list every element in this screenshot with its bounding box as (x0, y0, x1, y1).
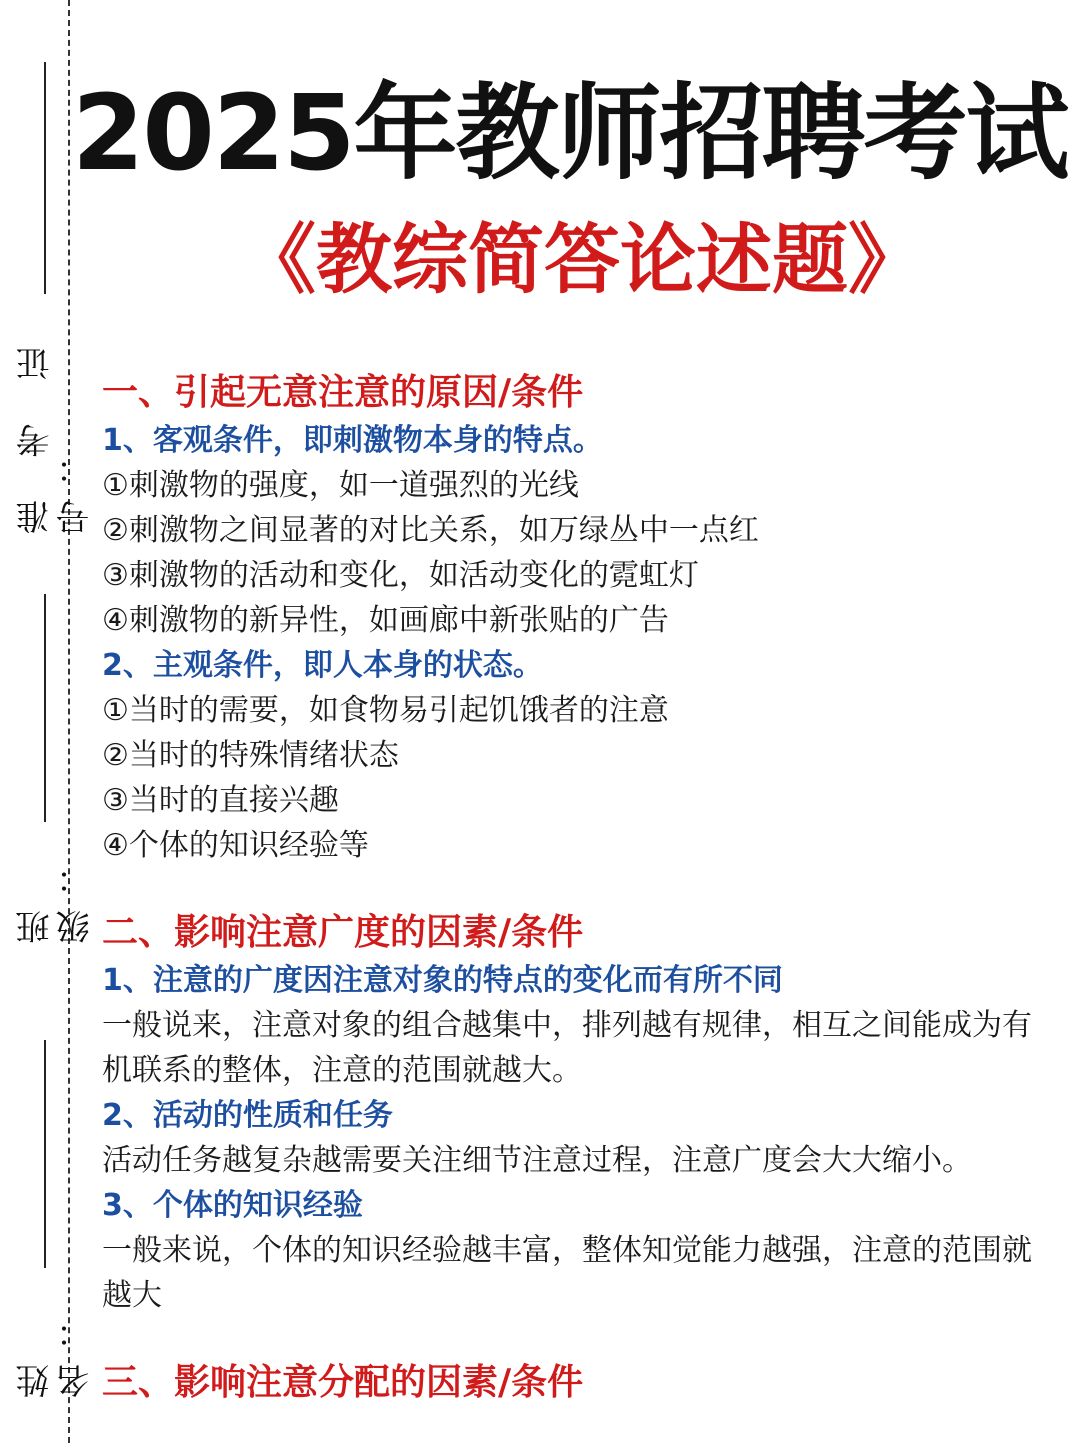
list-item: ①刺激物的强度，如一道强烈的光线 (102, 468, 579, 503)
binding-margin (0, 0, 96, 1443)
subheading: 1、客观条件，即刺激物本身的特点。 (102, 423, 603, 458)
subheading: 2、活动的性质和任务 (102, 1098, 393, 1133)
list-item: ②当时的特殊情绪状态 (102, 738, 399, 773)
list-item: ③刺激物的活动和变化，如活动变化的霓虹灯 (102, 558, 699, 593)
name-label: 姓 名： (16, 1298, 96, 1398)
list-item: ④刺激物的新异性，如画廊中新张贴的广告 (102, 603, 669, 638)
content (102, 368, 1062, 1408)
section-heading: 一、引起无意注意的原因/条件 (102, 372, 584, 413)
section-gap (102, 868, 1062, 908)
cut-line (68, 0, 70, 1443)
paragraph: 活动任务越复杂越需要关注细节注意过程，注意广度会大大缩小。 (102, 1143, 972, 1178)
exam-id-label: 准 考 证 号： (16, 330, 96, 534)
paragraph: 一般来说，个体的知识经验越丰富，整体知觉能力越强，注意的范围就越大 (102, 1233, 1032, 1313)
class-label: 班 级： (16, 844, 96, 944)
page-title: 2025年教师招聘考试 (72, 72, 1068, 194)
subheading: 3、个体的知识经验 (102, 1188, 363, 1223)
list-item: ①当时的需要，如食物易引起饥饿者的注意 (102, 693, 669, 728)
list-item: ④个体的知识经验等 (102, 828, 369, 863)
subheading: 2、主观条件，即人本身的状态。 (102, 648, 543, 683)
class-line (44, 594, 46, 822)
list-item: ③当时的直接兴趣 (102, 783, 339, 818)
section-heading: 三、影响注意分配的因素/条件 (102, 1362, 584, 1403)
exam-id-line (44, 62, 46, 294)
page-subtitle: 《教综简答论述题》 (240, 215, 924, 304)
section-heading: 二、影响注意广度的因素/条件 (102, 912, 584, 953)
section-gap (102, 1318, 1062, 1358)
subheading: 1、注意的广度因注意对象的特点的变化而有所不同 (102, 963, 783, 998)
name-line (44, 1040, 46, 1268)
list-item: ②刺激物之间显著的对比关系，如万绿丛中一点红 (102, 513, 759, 548)
paragraph: 一般说来，注意对象的组合越集中，排列越有规律，相互之间能成为有机联系的整体，注意的范围就越大。 (102, 1008, 1032, 1088)
